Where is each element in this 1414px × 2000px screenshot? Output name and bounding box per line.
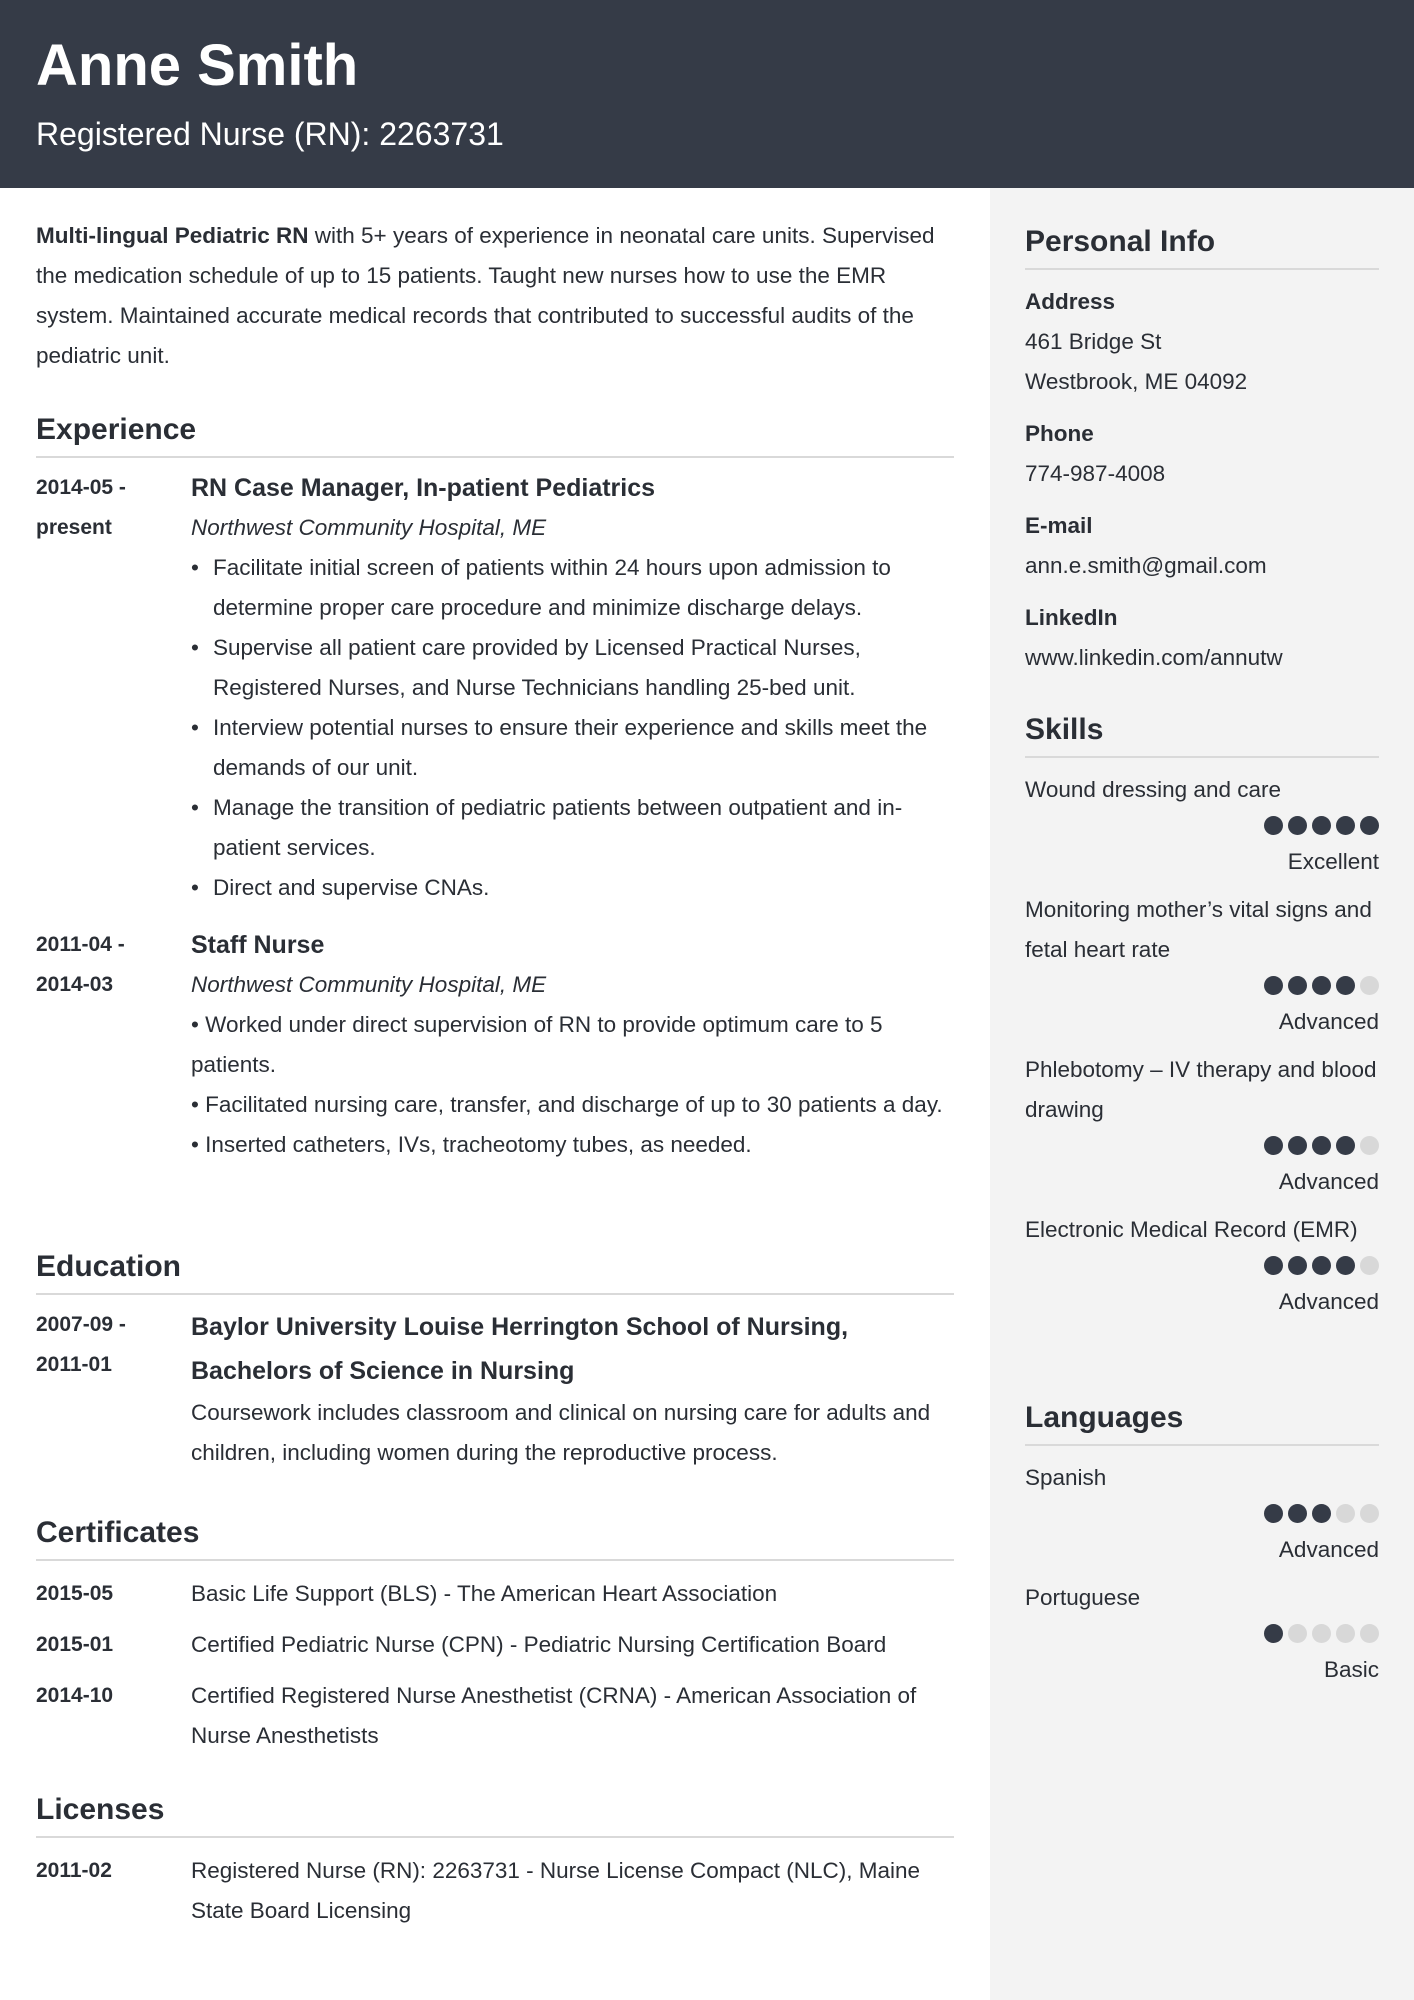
language-name: Spanish bbox=[1025, 1465, 1107, 1490]
experience-date: 2011-04 - 2014-03 bbox=[36, 933, 125, 996]
address-line2: Westbrook, ME 04092 bbox=[1025, 369, 1248, 394]
candidate-title: Registered Nurse (RN): 2263731 bbox=[36, 116, 504, 152]
duties-list bbox=[191, 548, 961, 908]
duty-item: • Direct and supervise CNAs. bbox=[191, 868, 961, 908]
license-text: Registered Nurse (RN): 2263731 - Nurse License Compact (NLC), Maine State Board Licensing bbox=[191, 1858, 921, 1923]
certificate-text: Certified Pediatric Nurse (CPN) - Pediatric Nursing Certification Board bbox=[191, 1632, 887, 1657]
rating-dot-filled bbox=[1288, 976, 1307, 995]
rating-dot-empty bbox=[1360, 1256, 1379, 1275]
education-heading: Education bbox=[36, 1247, 954, 1295]
proficiency-level: Advanced bbox=[1278, 1289, 1379, 1314]
skill-name: Phlebotomy – IV therapy and blood drawing bbox=[1025, 1057, 1377, 1122]
rating-dots bbox=[1025, 1256, 1379, 1282]
duty-line: • Facilitated nursing care, transfer, and discharge of up to 30 patients a day. bbox=[191, 1092, 943, 1117]
summary-text: with 5+ years of experience in neonatal care units. Supervised the medication schedule of up to 15 patients. Taught new nurses how to use the EMR system. Maintained accurate medical records that contributed to successful audits of the pediatric unit. bbox=[36, 223, 935, 368]
certificate-date: 2015-05 bbox=[36, 1582, 114, 1605]
languages-heading: Languages bbox=[1025, 1398, 1379, 1446]
rating-dot-filled bbox=[1288, 1504, 1307, 1523]
rating-dot-filled bbox=[1336, 976, 1355, 995]
rating-dot-empty bbox=[1288, 1624, 1307, 1643]
resume-header bbox=[0, 0, 1414, 188]
education-description: Coursework includes classroom and clinical on nursing care for adults and children, including women during the reproductive process. bbox=[191, 1400, 931, 1465]
personal-info bbox=[1025, 282, 1379, 678]
proficiency-level: Advanced bbox=[1278, 1537, 1379, 1562]
job-title: RN Case Manager, In-patient Pediatrics bbox=[191, 474, 656, 502]
summary-lead: Multi-lingual Pediatric RN bbox=[36, 223, 309, 248]
rating-dot-filled bbox=[1336, 1256, 1355, 1275]
skill-item bbox=[1025, 770, 1379, 882]
rating-dot-filled bbox=[1360, 816, 1379, 835]
phone-label: Phone bbox=[1025, 421, 1094, 446]
skill-item bbox=[1025, 1050, 1379, 1202]
rating-dot-empty bbox=[1360, 1504, 1379, 1523]
certificate-date: 2014-10 bbox=[36, 1684, 114, 1707]
rating-dot-filled bbox=[1288, 1256, 1307, 1275]
skill-name: Electronic Medical Record (EMR) bbox=[1025, 1217, 1358, 1242]
education-date: 2007-09 - 2011-01 bbox=[36, 1313, 126, 1376]
degree-title: Baylor University Louise Herrington School of Nursing, Bachelors of Science in Nursing bbox=[191, 1313, 849, 1385]
sidebar bbox=[990, 188, 1414, 2000]
rating-dot-filled bbox=[1312, 1504, 1331, 1523]
email-value: ann.e.smith@gmail.com bbox=[1025, 553, 1267, 578]
rating-dot-empty bbox=[1360, 1136, 1379, 1155]
skill-item bbox=[1025, 890, 1379, 1042]
rating-dot-filled bbox=[1336, 816, 1355, 835]
email-label: E-mail bbox=[1025, 513, 1093, 538]
certificate-text: Certified Registered Nurse Anesthetist (CRNA) - American Association of Nurse Anesthetists bbox=[191, 1683, 917, 1748]
duty-item: • Interview potential nurses to ensure their experience and skills meet the demands of our unit. bbox=[191, 708, 961, 788]
proficiency-level: Excellent bbox=[1287, 849, 1379, 874]
language-item bbox=[1025, 1458, 1379, 1570]
rating-dot-filled bbox=[1264, 1624, 1283, 1643]
rating-dot-empty bbox=[1312, 1624, 1331, 1643]
proficiency-level: Advanced bbox=[1278, 1169, 1379, 1194]
skills-list bbox=[1025, 770, 1379, 1322]
address-label: Address bbox=[1025, 289, 1116, 314]
certificate-date: 2015-01 bbox=[36, 1633, 114, 1656]
summary bbox=[36, 216, 954, 376]
duty-line: • Worked under direct supervision of RN to provide optimum care to 5 patients. bbox=[191, 1012, 883, 1077]
rating-dot-filled bbox=[1264, 816, 1283, 835]
duty-item: • Manage the transition of pediatric patients between outpatient and in-patient services. bbox=[191, 788, 961, 868]
employer: Northwest Community Hospital, ME bbox=[191, 972, 547, 997]
rating-dots bbox=[1025, 1624, 1379, 1650]
rating-dot-filled bbox=[1264, 1136, 1283, 1155]
language-name: Portuguese bbox=[1025, 1585, 1141, 1610]
skills-heading: Skills bbox=[1025, 710, 1379, 758]
duty-item: • Facilitate initial screen of patients within 24 hours upon admission to determine proper care procedure and minimize discharge delays. bbox=[191, 548, 961, 628]
rating-dot-filled bbox=[1312, 1256, 1331, 1275]
personal-info-heading: Personal Info bbox=[1025, 222, 1379, 270]
duty-line: • Inserted catheters, IVs, tracheotomy tubes, as needed. bbox=[191, 1132, 752, 1157]
employer: Northwest Community Hospital, ME bbox=[191, 515, 547, 540]
duty-item: • Supervise all patient care provided by Licensed Practical Nurses, Registered Nurses, and Nurse Technicians handling 25-bed unit. bbox=[191, 628, 961, 708]
proficiency-level: Advanced bbox=[1278, 1009, 1379, 1034]
education-body bbox=[191, 1305, 961, 1473]
rating-dot-filled bbox=[1312, 1136, 1331, 1155]
rating-dot-empty bbox=[1360, 1624, 1379, 1643]
certificates-heading: Certificates bbox=[36, 1513, 954, 1561]
rating-dot-empty bbox=[1360, 976, 1379, 995]
rating-dot-filled bbox=[1288, 1136, 1307, 1155]
experience-date: 2014-05 - present bbox=[36, 476, 126, 539]
license-date: 2011-02 bbox=[36, 1859, 112, 1882]
rating-dots bbox=[1025, 976, 1379, 1002]
phone-value: 774-987-4008 bbox=[1025, 461, 1166, 486]
rating-dot-empty bbox=[1336, 1624, 1355, 1643]
rating-dots bbox=[1025, 1504, 1379, 1530]
licenses-heading: Licenses bbox=[36, 1790, 954, 1838]
certificate-text: Basic Life Support (BLS) - The American Heart Association bbox=[191, 1581, 778, 1606]
address-line1: 461 Bridge St bbox=[1025, 329, 1162, 354]
rating-dot-filled bbox=[1264, 976, 1283, 995]
rating-dot-filled bbox=[1312, 816, 1331, 835]
language-item bbox=[1025, 1578, 1379, 1690]
rating-dot-filled bbox=[1312, 976, 1331, 995]
rating-dot-filled bbox=[1336, 1136, 1355, 1155]
skill-name: Wound dressing and care bbox=[1025, 777, 1281, 802]
rating-dot-empty bbox=[1336, 1504, 1355, 1523]
rating-dots bbox=[1025, 1136, 1379, 1162]
languages-list bbox=[1025, 1458, 1379, 1690]
rating-dot-filled bbox=[1264, 1256, 1283, 1275]
proficiency-level: Basic bbox=[1323, 1657, 1379, 1682]
rating-dots bbox=[1025, 816, 1379, 842]
experience-body bbox=[191, 468, 961, 908]
linkedin-label: LinkedIn bbox=[1025, 605, 1118, 630]
linkedin-value: www.linkedin.com/annutw bbox=[1025, 645, 1283, 670]
skill-name: Monitoring mother’s vital signs and fetal heart rate bbox=[1025, 897, 1372, 962]
experience-heading: Experience bbox=[36, 410, 954, 458]
job-title: Staff Nurse bbox=[191, 931, 325, 959]
candidate-name: Anne Smith bbox=[36, 33, 359, 98]
skill-item bbox=[1025, 1210, 1379, 1322]
rating-dot-filled bbox=[1264, 1504, 1283, 1523]
rating-dot-filled bbox=[1288, 816, 1307, 835]
experience-body bbox=[191, 925, 961, 1165]
